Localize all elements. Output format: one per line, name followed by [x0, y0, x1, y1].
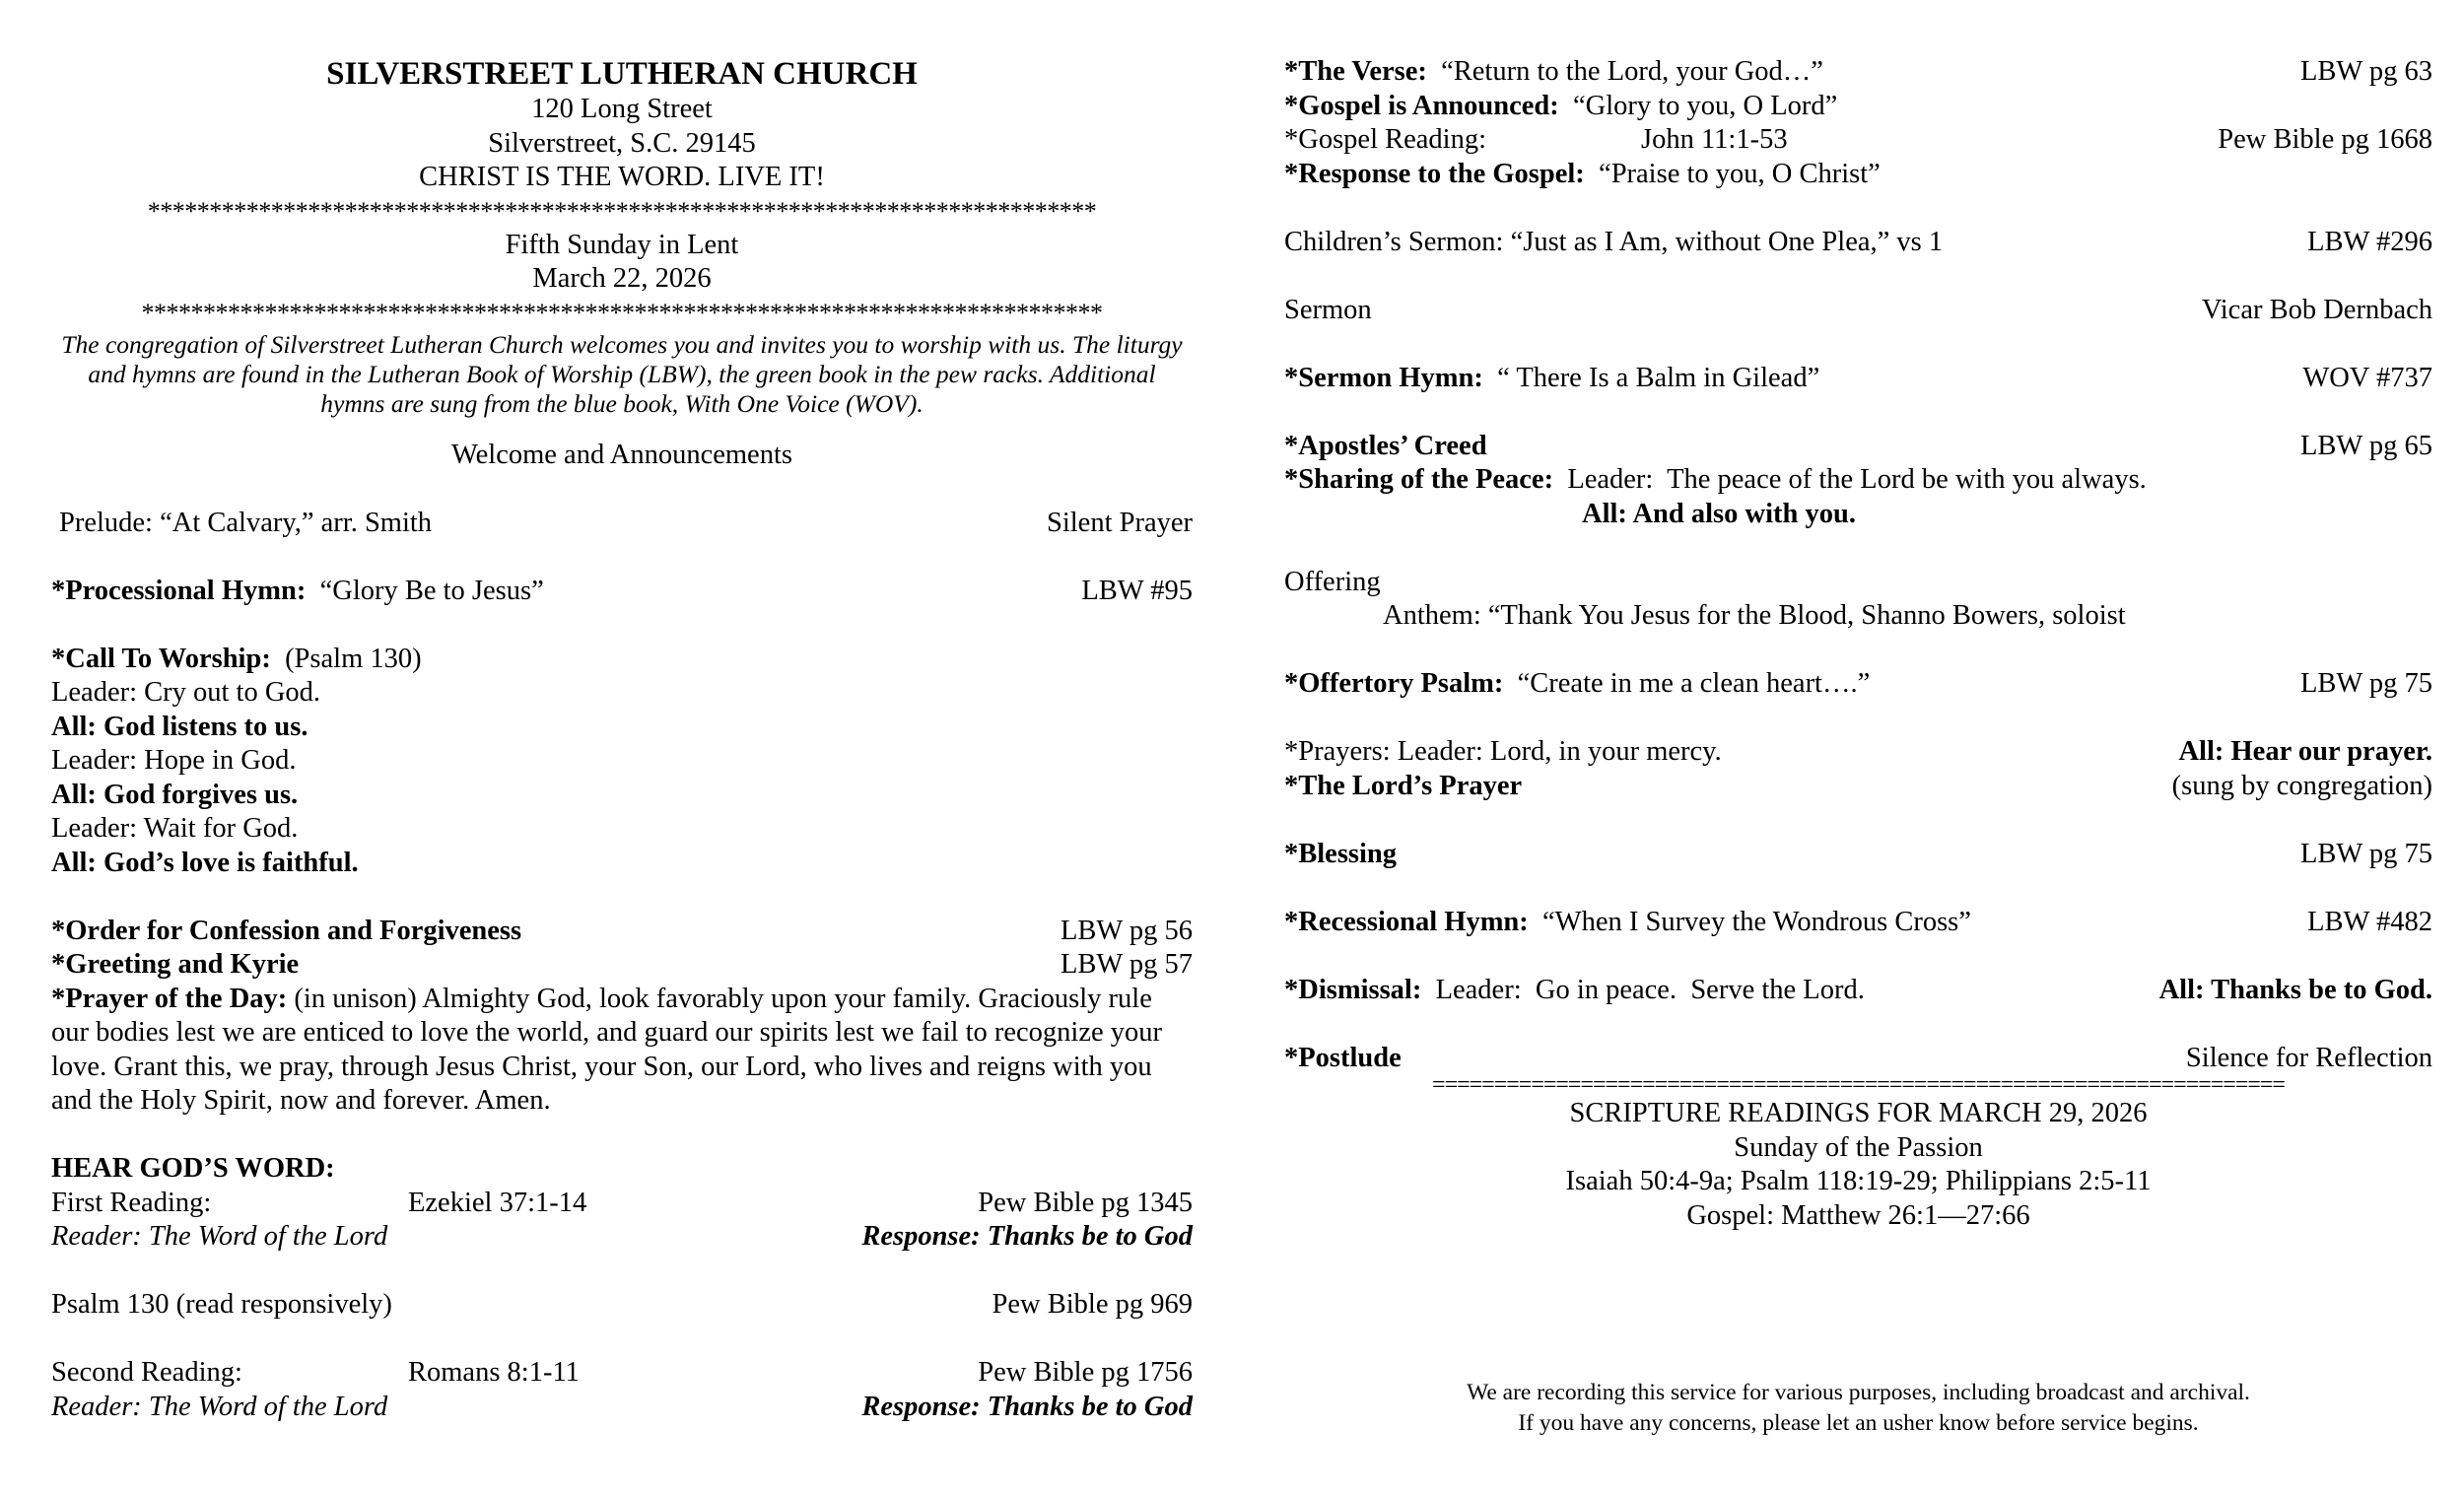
double-line-divider: ===================================================================== — [1432, 1075, 2285, 1097]
second-response: Response: Thanks be to God — [861, 1391, 1193, 1422]
verse-label: *The Verse: — [1284, 56, 1427, 87]
dismissal-row — [1284, 974, 2432, 1008]
call-line: Leader: Hope in God. — [51, 745, 297, 776]
processional-ref: LBW #95 — [1081, 575, 1193, 606]
hear-word-heading: HEAR GOD’S WORD: — [51, 1153, 335, 1184]
welcome-announcements: Welcome and Announcements — [451, 439, 792, 470]
recessional-row — [1284, 906, 2432, 940]
dismissal-response: All: Thanks be to God. — [2158, 974, 2432, 1005]
offertory-row — [1284, 667, 2432, 702]
prayer-label: *Prayer of the Day: — [51, 983, 288, 1014]
call-line: Leader: Cry out to God. — [51, 677, 321, 708]
offertory-label: *Offertory Psalm: — [1284, 668, 1504, 699]
postlude-row — [1284, 1042, 2432, 1076]
offertory-ref: LBW pg 75 — [2299, 668, 2432, 699]
call-label: *Call To Worship: — [51, 643, 271, 674]
service-date: March 22, 2026 — [532, 263, 712, 294]
creed-row — [1284, 430, 2432, 464]
first-reading-ref: Pew Bible pg 1345 — [978, 1187, 1193, 1218]
stars-divider-bottom: ****************************************************************************** — [141, 298, 1103, 327]
welcome-text: The congregation of Silverstreet Lutheran Church welcomes you and invites you to worship with us. The liturgy and hymns are found in the Lutheran Book of Worship (LBW), the green book in the pew racks. Additional hymns are sung from the blue book, With One Voice (WOV). — [61, 329, 1183, 418]
verse-ref: LBW pg 63 — [2299, 56, 2432, 87]
psalm-label: Psalm 130 (read responsively) — [51, 1289, 392, 1320]
recessional-ref: LBW #482 — [2307, 906, 2432, 937]
call-line: All: God listens to us. — [51, 711, 308, 742]
peace-label: *Sharing of the Peace: — [1284, 464, 1554, 495]
lords-prayer-row — [1284, 770, 2432, 804]
gospel-announced-text: “Glory to you, O Lord” — [1558, 90, 1838, 121]
sermon-hymn-text: “ There Is a Balm in Gilead” — [1482, 362, 1820, 393]
creed-label: *Apostles’ Creed — [1284, 430, 1487, 461]
verse-row — [1284, 55, 2432, 90]
call-line: All: God’s love is faithful. — [51, 847, 359, 878]
psalm-row — [51, 1288, 1193, 1323]
verse-text: “Return to the Lord, your God…” — [1426, 56, 1823, 87]
anthem: Anthem: “Thank You Jesus for the Blood, Shanno Bowers, soloist — [1383, 600, 2126, 631]
sermon-hymn-label: *Sermon Hymn: — [1284, 362, 1483, 393]
blessing-ref: LBW pg 75 — [2299, 838, 2432, 869]
postlude-right: Silence for Reflection — [2185, 1042, 2432, 1073]
childrens-sermon-label: Children’s Sermon: “Just as I Am, without One Plea,” vs 1 — [1284, 226, 1944, 257]
prelude-right: Silent Prayer — [1046, 507, 1193, 538]
childrens-sermon-row — [1284, 226, 2432, 260]
recessional-text: “When I Survey the Wondrous Cross” — [1528, 906, 1971, 937]
second-reader: Reader: The Word of the Lord — [51, 1391, 388, 1422]
gospel-reading-ref: Pew Bible pg 1668 — [2218, 124, 2432, 155]
second-reading-ref: Pew Bible pg 1756 — [978, 1357, 1193, 1388]
first-response-row — [51, 1220, 1193, 1255]
call-text: (Psalm 130) — [270, 643, 422, 674]
address-line1: 120 Long Street — [531, 94, 713, 124]
processional-row — [51, 575, 1193, 609]
offertory-text: “Create in me a clean heart….” — [1503, 668, 1871, 699]
prayers-label: *Prayers: Leader: Lord, in your mercy. — [1284, 736, 1722, 767]
left-column — [51, 55, 1193, 1424]
church-name: SILVERSTREET LUTHERAN CHURCH — [326, 56, 918, 92]
confession-label: *Order for Confession and Forgiveness — [51, 915, 522, 946]
footer-line2: If you have any concerns, please let an usher know before service begins. — [1518, 1410, 2199, 1436]
childrens-sermon-ref: LBW #296 — [2307, 226, 2432, 257]
greeting-ref: LBW pg 57 — [1060, 949, 1193, 980]
sermon-preacher: Vicar Bob Dernbach — [2201, 294, 2432, 325]
gospel-response-row — [1284, 158, 2432, 192]
first-reading-passage: Ezekiel 37:1-14 — [408, 1187, 587, 1218]
greeting-row — [51, 948, 1193, 983]
sermon-hymn-ref: WOV #737 — [2302, 362, 2432, 393]
gospel-reading-row — [1284, 123, 2432, 158]
recessional-label: *Recessional Hymn: — [1284, 906, 1529, 937]
second-reading-row — [51, 1356, 1193, 1391]
offering-label: Offering — [1284, 566, 1381, 597]
second-reading-label: Second Reading: — [51, 1357, 242, 1388]
second-reading-passage: Romans 8:1-11 — [408, 1357, 580, 1388]
scripture-title: SCRIPTURE READINGS FOR MARCH 29, 2026 — [1569, 1098, 2148, 1128]
gospel-response-text: “Praise to you, O Christ” — [1584, 158, 1881, 189]
second-response-row — [51, 1391, 1193, 1425]
dismissal-text: Leader: Go in peace. Serve the Lord. — [1421, 974, 1865, 1005]
lords-prayer-note: (sung by congregation) — [2171, 770, 2432, 801]
postlude-label: *Postlude — [1284, 1042, 1402, 1073]
peace-response: All: And also with you. — [1582, 498, 1856, 529]
greeting-label: *Greeting and Kyrie — [51, 949, 300, 980]
first-response: Response: Thanks be to God — [861, 1221, 1193, 1252]
prayers-response: All: Hear our prayer. — [2178, 736, 2432, 767]
prelude-label: Prelude: “At Calvary,” arr. Smith — [59, 507, 433, 538]
blessing-row — [1284, 838, 2432, 872]
confession-ref: LBW pg 56 — [1060, 915, 1193, 946]
call-line: All: God forgives us. — [51, 779, 299, 810]
occasion: Fifth Sunday in Lent — [505, 229, 739, 260]
lords-prayer-label: *The Lord’s Prayer — [1284, 770, 1523, 801]
recording-notice — [1284, 1378, 2432, 1439]
scripture-gospel: Gospel: Matthew 26:1—27:66 — [1686, 1199, 2030, 1231]
first-reading-row — [51, 1187, 1193, 1221]
peace-row — [1284, 463, 2432, 498]
gospel-reading-label: *Gospel Reading: — [1284, 124, 1487, 155]
prayers-row — [1284, 735, 2432, 770]
creed-ref: LBW pg 65 — [2299, 430, 2432, 461]
sermon-row — [1284, 294, 2432, 328]
gospel-response-label: *Response to the Gospel: — [1284, 158, 1585, 189]
processional-text: “Glory Be to Jesus” — [306, 575, 544, 606]
first-reader: Reader: The Word of the Lord — [51, 1221, 388, 1252]
gospel-announced-row — [1284, 90, 2432, 124]
scripture-readings: Isaiah 50:4-9a; Psalm 118:19-29; Philippians 2:5-11 — [1565, 1166, 2152, 1196]
dismissal-label: *Dismissal: — [1284, 974, 1422, 1005]
sermon-label: Sermon — [1284, 294, 1372, 325]
right-column — [1284, 55, 2432, 1233]
motto: CHRIST IS THE WORD. LIVE IT! — [419, 162, 825, 192]
prayer-of-the-day — [51, 983, 1193, 1119]
gospel-reading-passage: John 11:1-53 — [1641, 124, 1788, 155]
prelude-row — [51, 507, 1193, 541]
gospel-announced-label: *Gospel is Announced: — [1284, 90, 1559, 121]
sermon-hymn-row — [1284, 362, 2432, 396]
stars-divider-top: ***************************************************************************** — [147, 196, 1097, 226]
prayer-text: (in unison) Almighty God, look favorably upon your family. Graciously rule our bodies lest we are enticed to love the world, and guard our spirits lest we fail to recognize your love. Grant this, we pray, through Jesus Christ, your Son, our Lord, who lives and reigns with you and the Holy Spirit, now and forever. Amen. — [51, 983, 1162, 1116]
call-row — [51, 643, 1193, 677]
processional-label: *Processional Hymn: — [51, 575, 307, 606]
confession-row — [51, 915, 1193, 949]
peace-text: Leader: The peace of the Lord be with you always. — [1553, 464, 2147, 495]
first-reading-label: First Reading: — [51, 1187, 212, 1218]
footer-line1: We are recording this service for various purposes, including broadcast and archival. — [1467, 1380, 2250, 1405]
address-line2: Silverstreet, S.C. 29145 — [488, 127, 756, 159]
call-line: Leader: Wait for God. — [51, 813, 299, 844]
blessing-label: *Blessing — [1284, 838, 1398, 869]
scripture-sunday: Sunday of the Passion — [1734, 1131, 1983, 1163]
psalm-ref: Pew Bible pg 969 — [992, 1289, 1193, 1320]
